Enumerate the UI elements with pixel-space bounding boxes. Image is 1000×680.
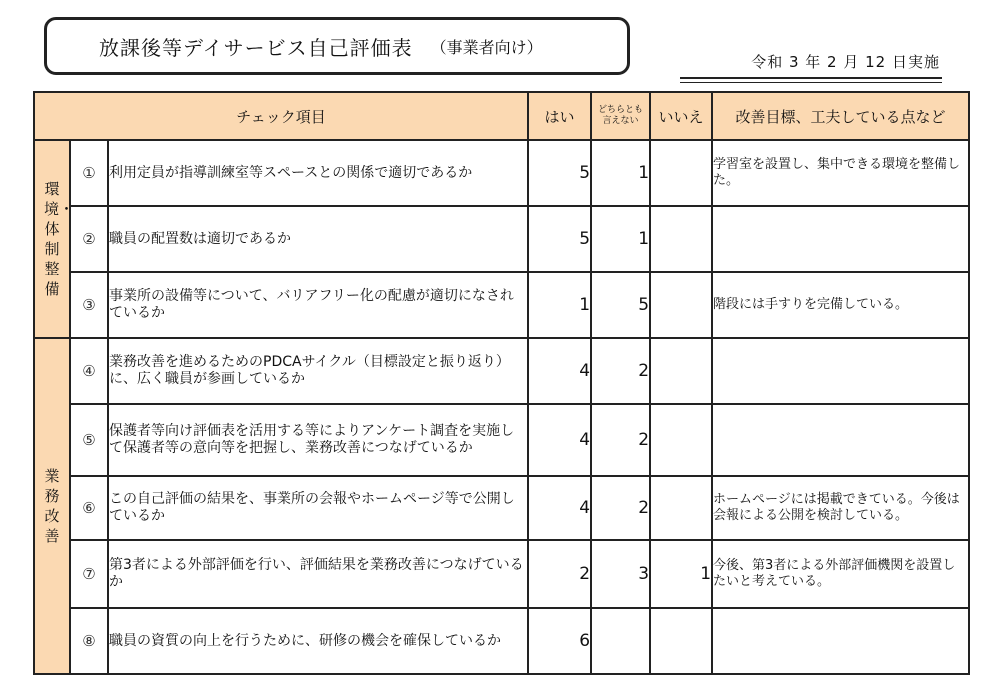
neutral-count: 1	[591, 206, 650, 272]
date-underline-thin	[680, 82, 942, 83]
yes-count: 6	[528, 608, 591, 674]
no-count	[650, 338, 712, 404]
date-underline	[680, 77, 942, 79]
category-label: 業務改善	[44, 467, 60, 545]
header-no: いいえ	[650, 92, 712, 140]
implementation-date: 令和 3 年 2 月 12 日実施	[751, 53, 940, 71]
row-number: ⑦	[70, 540, 108, 608]
improvement-note: ホームページには掲載できている。今後は会報による公開を検討している。	[712, 476, 969, 540]
neutral-count: 2	[591, 476, 650, 540]
improvement-note	[712, 206, 969, 272]
table-row	[34, 338, 969, 404]
check-item: 保護者等向け評価表を活用する等によりアンケート調査を実施して保護者等の意向等を把握し、業務改善につなげているか	[108, 404, 528, 476]
no-count	[650, 206, 712, 272]
header-neutral	[591, 92, 650, 140]
yes-count: 4	[528, 338, 591, 404]
neutral-count: 2	[591, 338, 650, 404]
document-subtitle: （事業者向け）	[430, 37, 543, 57]
yes-count: 4	[528, 404, 591, 476]
row-number: ①	[70, 140, 108, 206]
improvement-note: 今後、第3者による外部評価機関を設置したいと考えている。	[712, 540, 969, 608]
table-row	[34, 140, 969, 206]
category-business-improvement	[34, 338, 70, 674]
yes-count: 5	[528, 206, 591, 272]
check-item: 事業所の設備等について、バリアフリー化の配慮が適切になされているか	[108, 272, 528, 338]
evaluation-table	[33, 91, 970, 675]
table-row	[34, 272, 969, 338]
row-number: ⑧	[70, 608, 108, 674]
check-item: 第3者による外部評価を行い、評価結果を業務改善につなげているか	[108, 540, 528, 608]
improvement-note	[712, 338, 969, 404]
improvement-note	[712, 608, 969, 674]
row-number: ⑤	[70, 404, 108, 476]
header-yes: はい	[528, 92, 591, 140]
header-neutral-line1: どちらとも	[598, 105, 644, 115]
document-title: 放課後等デイサービス自己評価表	[99, 35, 413, 60]
check-item: 利用定員が指導訓練室等スペースとの関係で適切であるか	[108, 140, 528, 206]
table-row	[34, 608, 969, 674]
category-environment	[34, 140, 75, 338]
header-improvement-goals: 改善目標、工夫している点など	[712, 92, 969, 140]
no-count	[650, 272, 712, 338]
header-check-items: チェック項目	[34, 92, 528, 140]
neutral-count	[591, 608, 650, 674]
no-count	[650, 608, 712, 674]
yes-count: 2	[528, 540, 591, 608]
check-item: 職員の配置数は適切であるか	[108, 206, 528, 272]
no-count	[650, 404, 712, 476]
category-label: 環境・体制整備	[44, 180, 75, 298]
neutral-count: 3	[591, 540, 650, 608]
yes-count: 4	[528, 476, 591, 540]
row-number: ④	[70, 338, 108, 404]
row-number: ②	[70, 206, 108, 272]
neutral-count: 1	[591, 140, 650, 206]
no-count	[650, 140, 712, 206]
row-number: ③	[70, 272, 108, 338]
check-item: 職員の資質の向上を行うために、研修の機会を確保しているか	[108, 608, 528, 674]
check-item: 業務改善を進めるためのPDCAサイクル（目標設定と振り返り）に、広く職員が参画しているか	[108, 338, 528, 404]
table-row	[34, 540, 969, 608]
no-count	[650, 476, 712, 540]
title-box	[44, 17, 630, 75]
improvement-note: 階段には手すりを完備している。	[712, 272, 969, 338]
table-row	[34, 476, 969, 540]
no-count: 1	[650, 540, 712, 608]
check-item: この自己評価の結果を、事業所の会報やホームページ等で公開しているか	[108, 476, 528, 540]
neutral-count: 5	[591, 272, 650, 338]
improvement-note: 学習室を設置し、集中できる環境を整備した。	[712, 140, 969, 206]
table-row	[34, 206, 969, 272]
yes-count: 5	[528, 140, 591, 206]
yes-count: 1	[528, 272, 591, 338]
row-number: ⑥	[70, 476, 108, 540]
header-row	[34, 92, 969, 140]
table-row	[34, 404, 969, 476]
neutral-count: 2	[591, 404, 650, 476]
header-neutral-line2: 言えない	[602, 116, 639, 126]
improvement-note	[712, 404, 969, 476]
